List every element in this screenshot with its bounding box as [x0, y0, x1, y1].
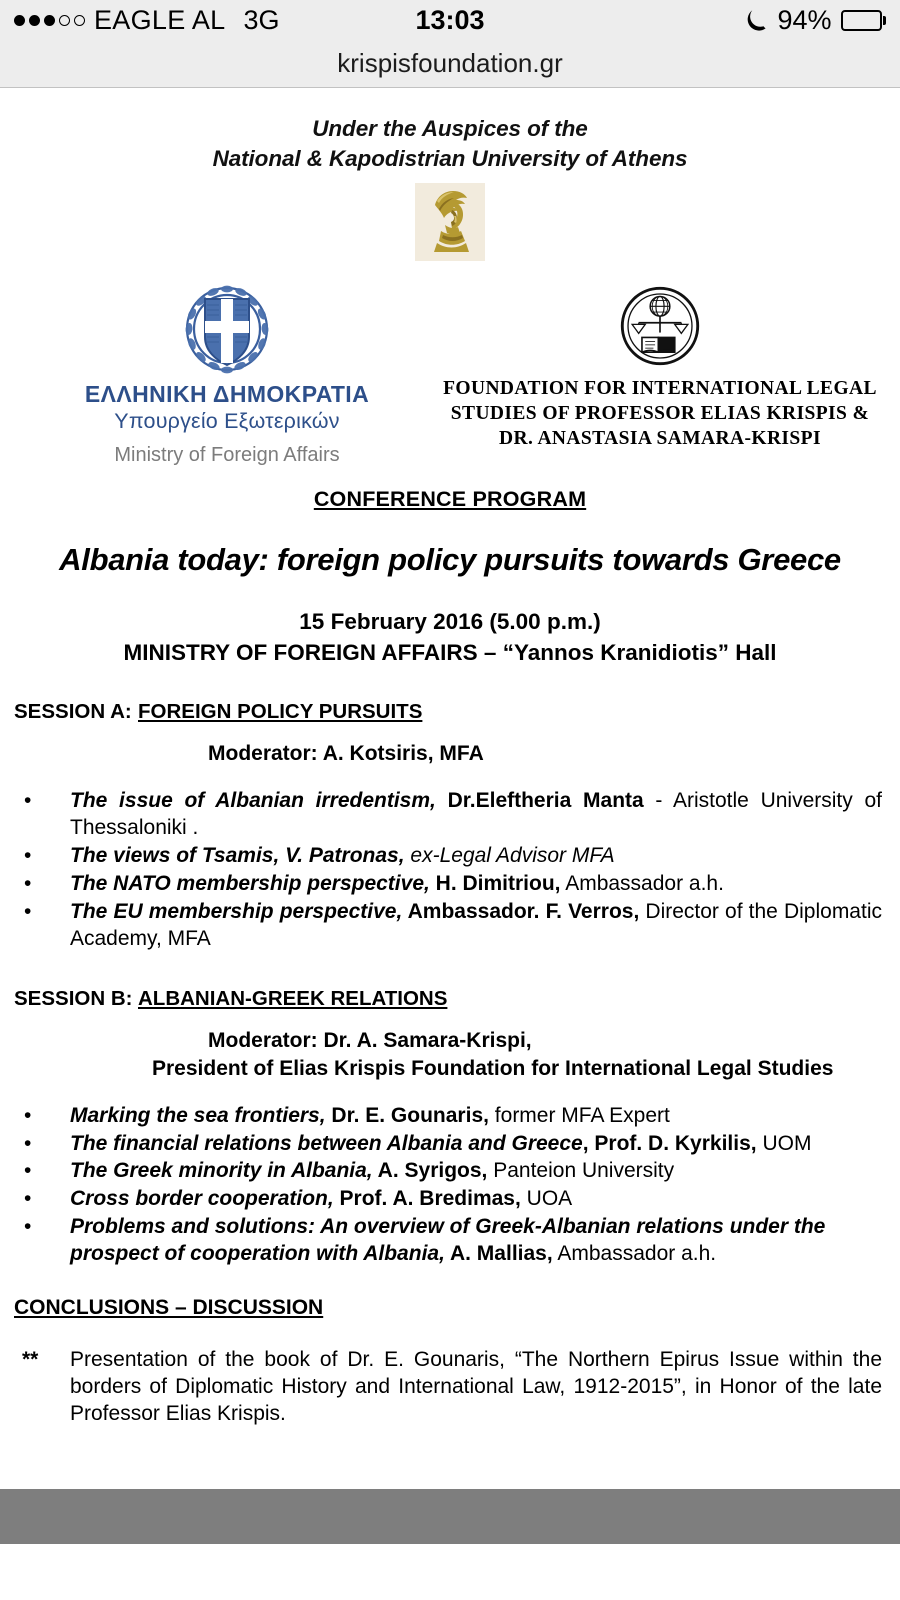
auspices-heading	[12, 88, 888, 173]
bullet-icon: •	[24, 1103, 32, 1127]
list-item-title: The financial relations between Albania and Greece	[70, 1131, 583, 1155]
note-marker: **	[22, 1347, 39, 1371]
list-item-speaker: , Prof. D. Kyrkilis,	[582, 1131, 757, 1155]
list-item-affiliation: - Aristotle University of Thessaloniki .	[70, 789, 882, 840]
bullet-icon: •	[24, 1215, 32, 1239]
list-item-speaker: H. Dimitriou,	[429, 872, 561, 895]
bullet-icon: •	[24, 844, 32, 868]
list-item-affiliation: Panteion University	[487, 1159, 675, 1183]
foundation-logo	[432, 279, 888, 452]
list-item-speaker: A. Mallias,	[444, 1242, 553, 1265]
foundation-name-text	[432, 377, 888, 452]
signal-strength-icon	[14, 15, 85, 26]
list-item-text	[70, 1214, 888, 1268]
conference-venue: MINISTRY OF FOREIGN AFFAIRS – “Yannos Kranidiotis” Hall	[123, 640, 777, 666]
list-item-title: The views of Tsamis, V. Patronas,	[70, 844, 405, 868]
list-item-text	[70, 871, 888, 898]
list-item-affiliation: ex-Legal Advisor MFA	[404, 844, 615, 868]
note-text: Presentation of the book of Dr. E. Gounaris, “The Northern Epirus Issue within the borders of Diplomatic History and International Law, 1912-2015”, in Honor of the late Professor Elias Krispis.	[70, 1347, 882, 1426]
list-item-text	[70, 1103, 888, 1130]
list-item-title: The NATO membership perspective,	[70, 872, 430, 895]
list-item-title: Marking the sea frontiers,	[70, 1103, 326, 1127]
list-item-affiliation: UOA	[520, 1187, 573, 1211]
session-a-header	[12, 700, 888, 724]
conclusions-heading: CONCLUSIONS – DISCUSSION	[14, 1295, 324, 1319]
list-item-affiliation: Ambassador a.h.	[552, 1242, 717, 1265]
list-item-title: Problems and solutions: An overview of Greek-Albanian relations under the prospect of cooperation with Albania,	[70, 1215, 826, 1265]
url-bar[interactable]	[0, 40, 900, 87]
session-a-name: FOREIGN POLICY PURSUITS	[138, 700, 423, 724]
conference-date: 15 February 2016 (5.00 p.m.)	[299, 609, 601, 635]
logos-row	[12, 279, 888, 467]
status-bar	[0, 0, 900, 40]
network-type-label: 3G	[243, 4, 280, 35]
athena-bust-icon	[415, 183, 485, 261]
list-item-affiliation: Ambassador a.h.	[560, 872, 724, 895]
list-item-text	[70, 1158, 888, 1185]
list-item-speaker: Dr. E. Gounaris,	[325, 1103, 489, 1127]
list-item	[12, 1214, 888, 1268]
greek-coat-of-arms-icon	[177, 279, 277, 379]
mfa-ministry-english-label: Ministry of Foreign Affairs	[114, 444, 340, 467]
list-item-speaker: Ambassador. F. Verros,	[402, 899, 640, 923]
conference-program-heading: CONFERENCE PROGRAM	[313, 487, 587, 512]
list-item-title: The EU membership perspective,	[70, 899, 403, 923]
session-b-moderator-title: President of Elias Krispis Foundation for International Legal Studies	[152, 1056, 834, 1080]
session-b-label: SESSION B:	[14, 986, 133, 1010]
session-a-moderator: Moderator: A. Kotsiris, MFA	[208, 742, 484, 766]
battery-icon	[841, 10, 887, 31]
bottom-toolbar-bar	[0, 1489, 900, 1544]
url-text[interactable]: krispisfoundation.gr	[337, 48, 563, 78]
session-a-bullet-list	[12, 788, 888, 952]
list-item-speaker: A. Syrigos,	[372, 1159, 488, 1183]
session-b-bullet-list	[12, 1103, 888, 1268]
session-a-label: SESSION A:	[14, 700, 132, 724]
session-b-block	[12, 987, 888, 1268]
bullet-icon: •	[24, 1159, 32, 1183]
globe-scales-book-seal-icon	[619, 285, 701, 367]
auspices-line-1: Under the Auspices of the	[312, 116, 588, 141]
bullet-icon: •	[24, 872, 32, 895]
presentation-note	[12, 1346, 888, 1428]
list-item-affiliation: Director of the Diplomatic Academy, MFA	[70, 899, 882, 950]
list-item-text	[70, 899, 888, 953]
mfa-ministry-greek-label: Υπουργείο Εξωτερικών	[114, 409, 340, 434]
session-b-name: ALBANIAN-GREEK RELATIONS	[138, 986, 448, 1010]
list-item-title: The Greek minority in Albania,	[70, 1159, 373, 1183]
bullet-icon: •	[24, 1187, 32, 1211]
document-page	[0, 88, 900, 1544]
list-item-speaker: Dr.Eleftheria Manta	[435, 789, 644, 813]
list-item-text	[70, 788, 888, 842]
moon-icon	[746, 7, 768, 33]
mfa-greek-republic-label: ΕΛΛΗΝΙΚΗ ΔΗΜΟΚΡΑΤΙΑ	[84, 381, 370, 408]
list-item	[12, 1186, 888, 1213]
session-b-header	[12, 987, 888, 1011]
browser-chrome	[0, 0, 900, 88]
bullet-icon: •	[24, 899, 32, 923]
list-item	[12, 899, 888, 953]
list-item-affiliation: UOM	[756, 1131, 812, 1155]
list-item-title: The issue of Albanian irredentism,	[70, 789, 436, 813]
foundation-line-2: STUDIES OF PROFESSOR ELIAS KRISPIS &	[450, 403, 870, 425]
list-item-text	[70, 1131, 888, 1158]
ministry-of-foreign-affairs-logo	[12, 279, 432, 467]
session-b-moderator: Moderator: Dr. A. Samara-Krispi,	[208, 1028, 532, 1052]
battery-percent-label: 94%	[777, 4, 832, 35]
bullet-icon: •	[24, 789, 32, 813]
foundation-line-3: DR. ANASTASIA SAMARA-KRISPI	[499, 428, 821, 450]
list-item	[12, 1158, 888, 1185]
session-a-block	[12, 700, 888, 952]
bullet-icon: •	[24, 1131, 32, 1155]
list-item	[12, 788, 888, 842]
clock-label: 13:03	[415, 4, 485, 35]
list-item-affiliation: former MFA Expert	[488, 1103, 670, 1127]
conference-title: Albania today: foreign policy pursuits towards Greece	[59, 542, 841, 578]
list-item-text	[70, 843, 888, 870]
carrier-label: EAGLE AL	[94, 4, 226, 35]
list-item	[12, 1131, 888, 1158]
auspices-line-2: National & Kapodistrian University of Athens	[212, 145, 688, 171]
list-item-speaker: Prof. A. Bredimas,	[333, 1187, 521, 1211]
status-bar-right-group	[746, 5, 886, 36]
list-item	[12, 843, 888, 870]
foundation-line-1: FOUNDATION FOR INTERNATIONAL LEGAL	[443, 378, 877, 400]
list-item-title: Cross border cooperation,	[70, 1187, 334, 1211]
list-item	[12, 871, 888, 898]
list-item-text	[70, 1186, 888, 1213]
list-item	[12, 1103, 888, 1130]
